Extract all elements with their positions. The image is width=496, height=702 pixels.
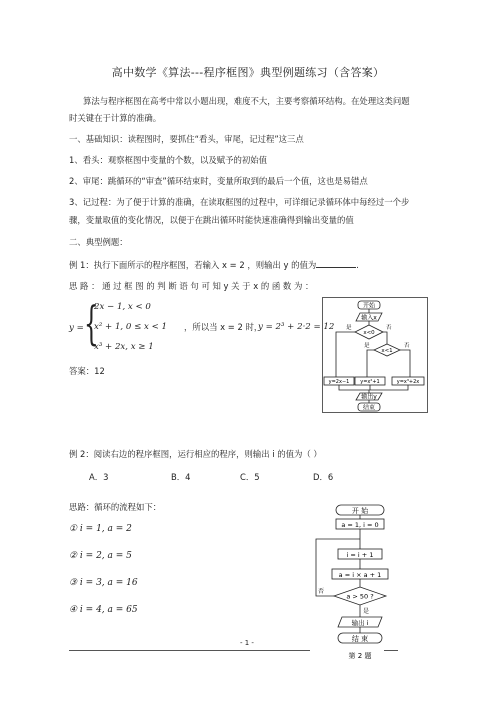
fc2-cond: a > 50 ? (346, 592, 374, 601)
fc2-caption: 第 2 题 (348, 652, 372, 660)
option-d: D．6 (313, 472, 334, 482)
fc1-start: 开始 (362, 302, 376, 310)
fc1-cond2: x<1 (381, 348, 393, 354)
step-3: ③ i = 3, a = 16 (69, 578, 138, 588)
fc1-box2: y=x²+1 (360, 379, 380, 385)
page-title: 高中数学《算法---程序框图》典型例题练习（含答案） (111, 66, 385, 79)
fc1-box3: y=x³+2x (396, 379, 420, 385)
intro-line-1: 算法与程序框图在高考中常以小题出现，难度不大，主要考察循环结构。在处理这类问题 (83, 96, 410, 106)
intro-line-2: 时关键在于计算的准确。 (69, 113, 162, 123)
case-1: 2x − 1, x < 0 (94, 302, 151, 312)
fc1-no-2: 否 (404, 343, 410, 349)
fc2-end: 结 束 (351, 635, 369, 643)
step-2: ② i = 2, a = 5 (69, 551, 132, 561)
fc2-start: 开 始 (351, 507, 369, 515)
example1-result: y = 2³ + 2·2 = 12 (258, 322, 335, 332)
example1-mid-text: ，所以当 x = 2 时， (184, 322, 263, 332)
section1-item-3-line1: 3、记过程：为了便于计算的准确，在读取框图的过程中，可详细记录循环体中每经过一个步 (69, 197, 410, 207)
case-3: x³ + 2x, x ≥ 1 (94, 342, 154, 352)
section1-item-3-line2: 骤，变量取值的变化情况，以便于在跳出循环时能快速准确得到输出变量的值 (69, 215, 354, 225)
fc1-box1: y=2x−1 (328, 379, 350, 385)
example1-question: 例 1：执行下面所示的程序框图，若输入 x = 2 ，则输出 y 的值为 . (69, 260, 359, 270)
fc1-end: 结束 (362, 404, 376, 412)
section1-heading: 一、基础知识：读程图时，要抓住“看头，审尾，记过程”这三点 (69, 134, 304, 144)
fc1-yes-2: 是 (364, 343, 370, 349)
option-a: A．3 (89, 472, 109, 482)
example1-flowchart (322, 297, 428, 413)
footer-rule-left (69, 650, 310, 651)
option-b: B．4 (171, 472, 191, 482)
case-2: x² + 1, 0 ≤ x < 1 (94, 322, 167, 332)
fc1-no-1: 否 (386, 325, 392, 331)
footer-rule-right (384, 650, 398, 651)
section1-item-2: 2、审尾：跳循环的“审查”循环结束时，变量所取到的最后一个值，这也是易错点 (69, 176, 368, 186)
example2-thinking: 思路：循环的流程如下： (69, 502, 162, 512)
example1-thinking: 思 路 ： 通 过 框 图 的 判 断 语 句 可 知 y 关 于 x 的 函 数 为 ： (69, 281, 314, 291)
example1-answer: 答案：12 (69, 366, 105, 376)
fc1-input: 输入x (361, 314, 377, 322)
fc2-yes: 是 (363, 608, 370, 615)
fc1-output: 输出y (361, 393, 377, 401)
brace-icon: { (84, 296, 99, 350)
fc2-init: a = 1, i = 0 (341, 521, 379, 529)
fc2-output: 输出 i (351, 619, 369, 627)
step-1: ① i = 1, a = 2 (69, 524, 132, 534)
section1-item-1: 1、看头：观察框图中变量的个数，以及赋予的初始值 (69, 155, 267, 165)
fc1-yes-1: 是 (346, 325, 352, 331)
fc2-inc: i = i + 1 (346, 551, 374, 559)
step-4: ④ i = 4, a = 65 (69, 605, 138, 615)
fc1-cond1: x<0 (363, 330, 375, 336)
fc2-no: 否 (318, 588, 325, 595)
section2-heading: 二、典型例题： (69, 237, 128, 247)
answer-blank (316, 259, 356, 268)
example2-question: 例 2：阅读右边的程序框图，运行相应的程序，则输出 i 的值为（ ） (69, 449, 322, 459)
fc2-assign: a = i × a + 1 (338, 571, 382, 579)
example2-flowchart (312, 503, 416, 663)
function-y-label: y = (69, 323, 84, 333)
page-number: - 1 - (240, 639, 254, 647)
option-c: C．5 (240, 472, 260, 482)
